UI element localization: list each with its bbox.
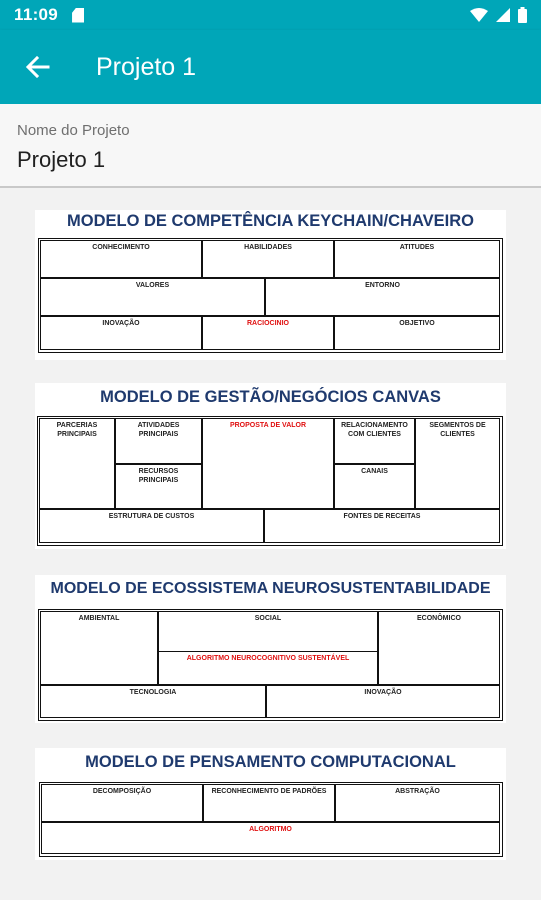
cell-label: CONHECIMENTO xyxy=(92,244,150,251)
cell-proposta xyxy=(202,418,334,509)
cell-relacionamento xyxy=(334,418,415,464)
cell-label: SOCIAL xyxy=(254,615,282,622)
cell-label: ENTORNO xyxy=(365,282,400,289)
canvas-grid xyxy=(37,416,503,546)
computacional-grid xyxy=(39,782,503,857)
sd-card-icon xyxy=(72,8,84,23)
cell-label: ATITUDES xyxy=(399,244,435,251)
cell-label: CANAIS xyxy=(361,468,388,475)
cell-entorno xyxy=(265,278,500,316)
cell-label: HABILIDADES xyxy=(244,244,292,251)
arrow-back-icon xyxy=(26,56,50,78)
cell-label: INOVAÇÃO xyxy=(102,320,140,327)
cell-label: ECONÔMICO xyxy=(417,615,461,622)
cell-label: RECURSOS PRINCIPAIS xyxy=(138,468,179,484)
cell-recursos xyxy=(115,464,202,509)
back-button[interactable] xyxy=(0,30,76,104)
cell-valores xyxy=(40,278,265,316)
neuro-grid xyxy=(38,609,503,721)
project-name-label: Nome do Projeto xyxy=(17,122,130,139)
cell-label: ABSTRAÇÃO xyxy=(395,788,440,795)
cell-atividades xyxy=(115,418,202,464)
cell-label: ALGORITMO xyxy=(249,826,292,833)
project-name-field[interactable] xyxy=(0,104,541,188)
canvas-model-title: MODELO DE GESTÃO/NEGÓCIOS CANVAS xyxy=(100,388,441,406)
cell-label: OBJETIVO xyxy=(399,320,435,327)
cell-label: SEGMENTOS DE CLIENTES xyxy=(429,422,486,438)
cell-receitas xyxy=(264,509,500,543)
battery-icon xyxy=(518,7,527,23)
cell-habilidades xyxy=(202,240,334,278)
field-underline xyxy=(0,186,541,188)
cell-label: RECONHECIMENTO DE PADRÕES xyxy=(211,788,327,795)
algoritmo-neurocognitivo-label: ALGORITMO NEUROCOGNITIVO SUSTENTÁVEL xyxy=(159,651,377,662)
cell-label: FONTES DE RECEITAS xyxy=(343,513,421,520)
cell-label: DECOMPOSIÇÃO xyxy=(92,788,152,795)
cell-inovacao xyxy=(40,316,202,350)
signal-icon xyxy=(496,8,510,22)
cell-label: ATIVIDADES PRINCIPAIS xyxy=(137,422,180,438)
cell-canais xyxy=(334,464,415,509)
cell-label: ESTRUTURA DE CUSTOS xyxy=(108,513,195,520)
cell-custos xyxy=(39,509,264,543)
cell-atitudes xyxy=(334,240,500,278)
cell-label: RELACIONAMENTO COM CLIENTES xyxy=(341,422,408,438)
cell-parcerias xyxy=(39,418,115,509)
cell-label: RACIOCINIO xyxy=(247,320,289,327)
cell-abstracao xyxy=(335,784,500,822)
status-time: 11:09 xyxy=(14,5,59,24)
cell-algoritmo xyxy=(41,822,500,854)
wifi-icon xyxy=(470,8,488,22)
project-name-input[interactable]: Projeto 1 xyxy=(17,147,106,172)
neuro-model-card[interactable] xyxy=(35,575,506,723)
app-bar xyxy=(0,30,541,104)
cell-raciocinio xyxy=(202,316,334,350)
cell-conhecimento xyxy=(40,240,202,278)
canvas-model-card[interactable] xyxy=(35,383,506,549)
cell-label: TECNOLOGIA xyxy=(129,689,177,696)
cell-tecnologia xyxy=(40,685,266,718)
cell-objetivo xyxy=(334,316,500,350)
keychain-model-title: MODELO DE COMPETÊNCIA KEYCHAIN/CHAVEIRO xyxy=(66,212,475,230)
cell-decomposicao xyxy=(41,784,203,822)
cell-inovacao-neuro xyxy=(266,685,500,718)
cell-padroes xyxy=(203,784,335,822)
computacional-model-card[interactable] xyxy=(35,748,506,860)
cell-label: PARCERIAS PRINCIPAIS xyxy=(56,422,98,438)
keychain-model-card[interactable] xyxy=(35,210,506,360)
keychain-grid xyxy=(38,238,503,353)
page-title: Projeto 1 xyxy=(96,52,197,81)
cell-ambiental xyxy=(40,611,158,685)
cell-label: PROPOSTA DE VALOR xyxy=(229,422,307,429)
cell-label: INOVAÇÃO xyxy=(364,689,402,696)
cell-segmentos xyxy=(415,418,500,509)
computacional-model-title: MODELO DE PENSAMENTO COMPUTACIONAL xyxy=(85,753,456,771)
cell-label: AMBIENTAL xyxy=(78,615,120,622)
cell-economico xyxy=(378,611,500,685)
status-bar xyxy=(0,0,541,30)
cell-social xyxy=(158,611,378,685)
neuro-model-title: MODELO DE ECOSSISTEMA NEUROSUSTENTABILIDADE xyxy=(50,580,491,597)
cell-label: VALORES xyxy=(135,282,170,289)
